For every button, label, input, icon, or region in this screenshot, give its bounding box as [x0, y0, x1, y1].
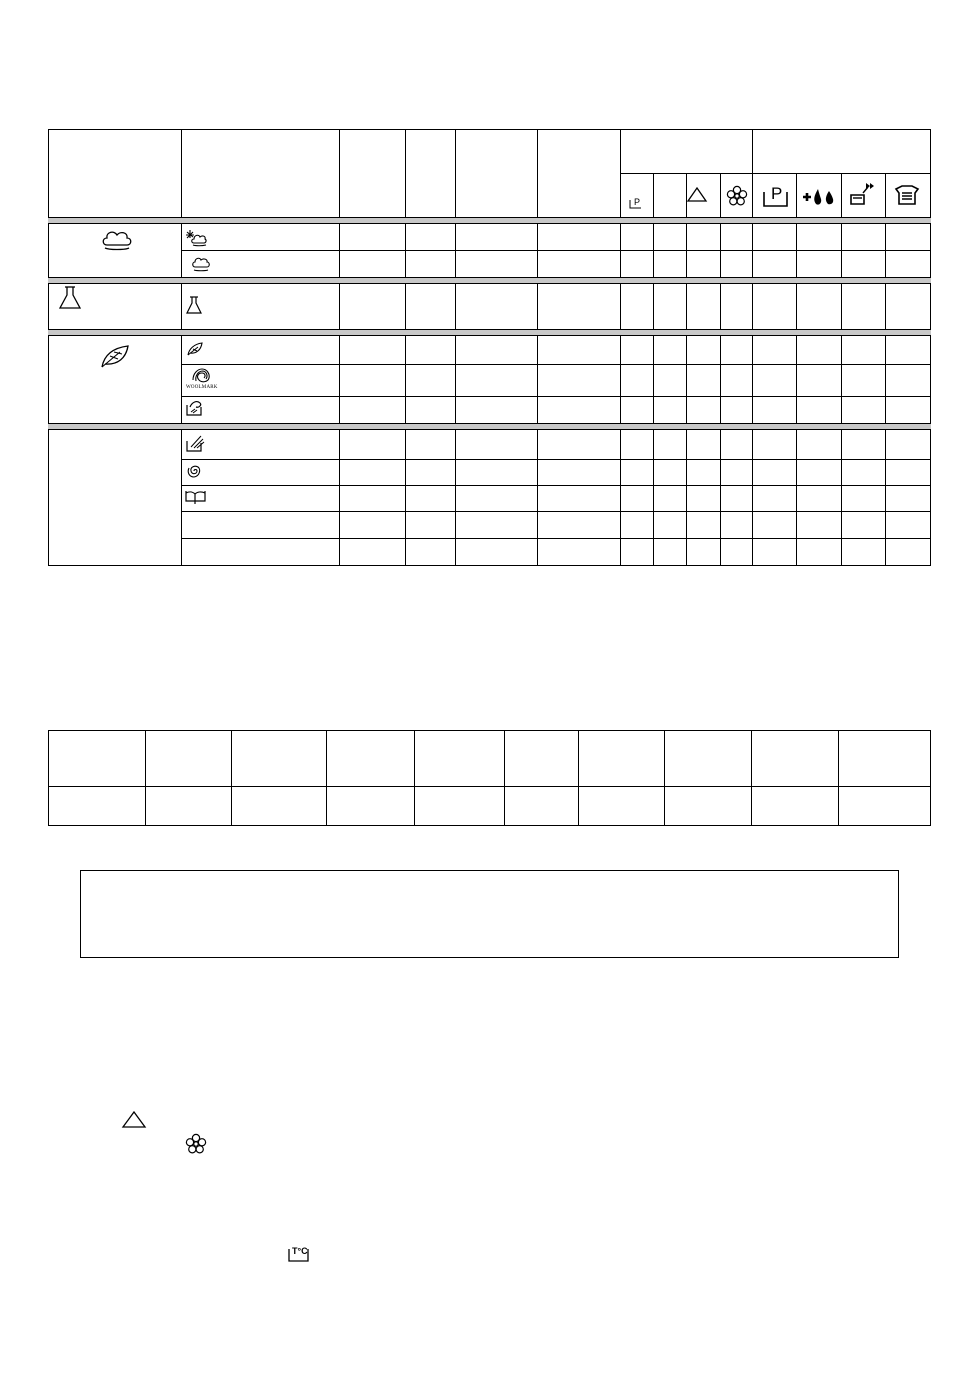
rinse-hold-icon [686, 186, 708, 204]
svg-text:P: P [771, 184, 783, 203]
row-divider [48, 786, 931, 787]
col-divider [686, 173, 687, 566]
drain-icon [184, 489, 208, 505]
section-separator [48, 217, 931, 224]
col-divider [414, 730, 415, 826]
cotton-icon [191, 255, 211, 273]
section-separator [48, 329, 931, 336]
col-divider [405, 129, 406, 566]
woolmark-label: WOOLMARK [186, 385, 218, 390]
col-divider [838, 730, 839, 826]
row-divider [181, 485, 931, 486]
note-box [80, 870, 899, 958]
prewash-icon [628, 195, 644, 211]
col-divider [578, 730, 579, 826]
col-divider [537, 129, 538, 566]
row-divider [181, 459, 931, 460]
svg-text:T°C: T°C [292, 1246, 308, 1256]
quick-wash-icon [849, 181, 877, 207]
row-divider [181, 538, 931, 539]
handwash-icon [185, 399, 205, 417]
col-divider [326, 730, 327, 826]
section-separator [48, 277, 931, 284]
temperature-icon [287, 1243, 311, 1263]
row-divider [181, 364, 931, 365]
synthetics-icon [185, 295, 203, 315]
row-divider [181, 511, 931, 512]
col-divider [841, 173, 842, 566]
prewash-large-icon [762, 180, 790, 210]
extra-rinse-icon [801, 186, 837, 208]
cotton-eco-icon [185, 229, 207, 247]
col-divider [181, 129, 182, 566]
section-separator [48, 423, 931, 430]
woolmark-icon [190, 366, 212, 384]
row-divider [181, 396, 931, 397]
svg-text:P: P [634, 197, 641, 207]
softener-icon [726, 185, 748, 207]
col-divider [720, 173, 721, 566]
header-group-divider [620, 173, 931, 174]
col-divider [145, 730, 146, 826]
rinse-hold-icon [121, 1109, 147, 1129]
col-divider [885, 173, 886, 566]
col-divider [620, 129, 621, 566]
delicates-icon [186, 341, 204, 357]
rinse-icon [185, 433, 207, 453]
col-divider [504, 730, 505, 826]
col-divider [796, 173, 797, 566]
col-divider [653, 173, 654, 566]
col-divider [339, 129, 340, 566]
col-divider [752, 129, 753, 566]
delicates-icon [98, 343, 132, 369]
consumption-table-frame [48, 730, 931, 826]
cotton-icon [101, 227, 133, 253]
col-divider [664, 730, 665, 826]
easy-iron-icon [894, 184, 920, 206]
col-divider [455, 129, 456, 566]
col-divider [231, 730, 232, 826]
row-divider [181, 250, 931, 251]
softener-icon [185, 1133, 207, 1155]
synthetics-icon [57, 285, 83, 311]
spin-icon [186, 463, 202, 479]
col-divider [751, 730, 752, 826]
